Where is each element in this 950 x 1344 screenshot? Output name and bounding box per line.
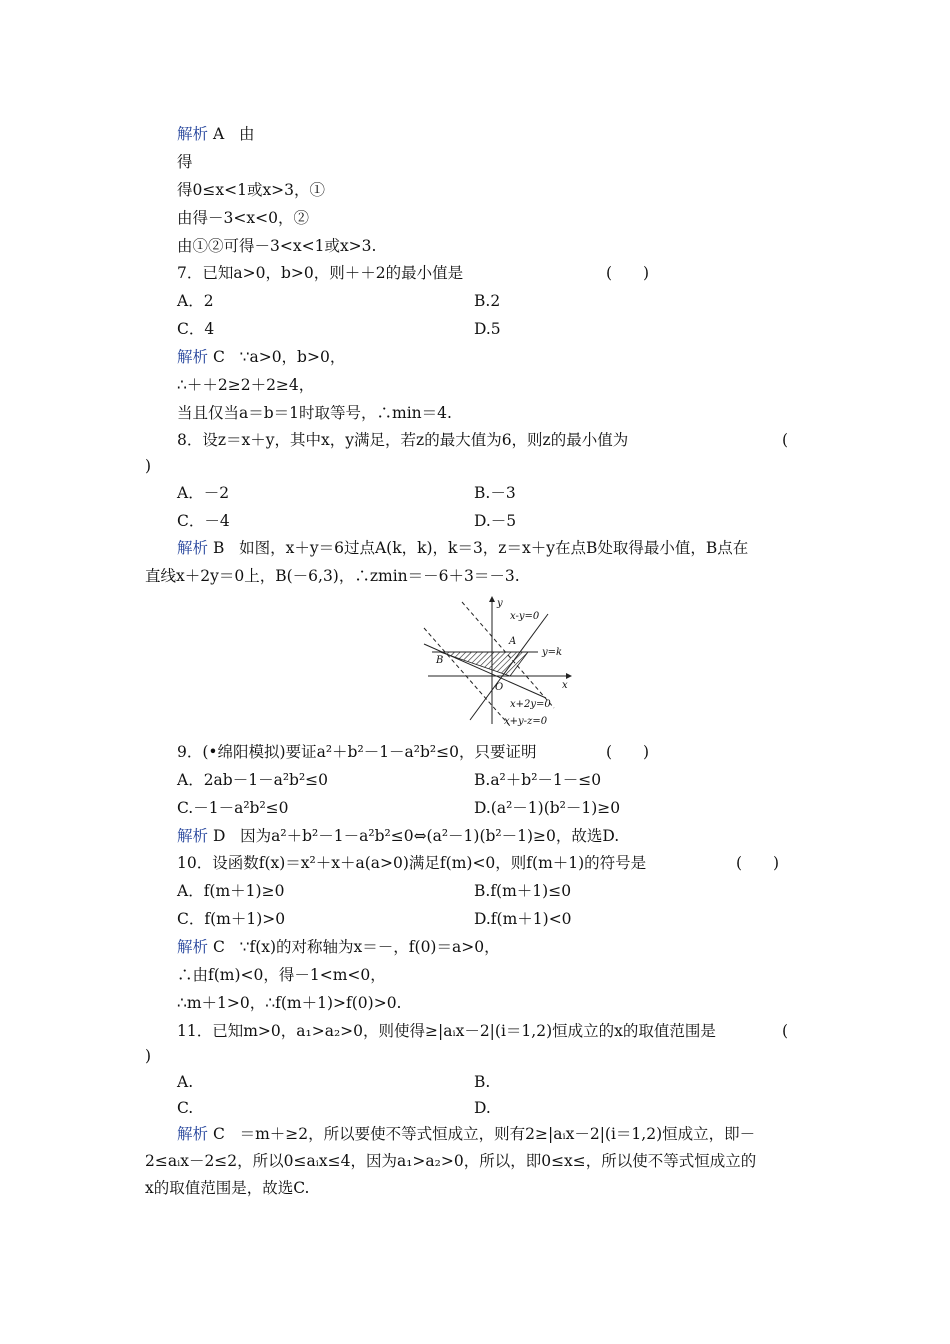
q11-solution <box>177 1124 755 1144</box>
q11-solution-line: 2≤aᵢx－2≤2，所以0≤aᵢx≤4，因为a₁>a₂>0，所以，即0≤x≤，所以使不等式恒成立的 <box>145 1152 757 1170</box>
q9-option-b: B.a²＋b²－1－≤0 <box>474 771 602 789</box>
line-through-b-dashed <box>424 628 510 726</box>
q7-answer-paren: ( ) <box>606 264 650 282</box>
q7-solution-text: ∵a>0，b>0， <box>239 348 346 366</box>
sol6-header <box>177 124 254 144</box>
jiexi-label: 解析 <box>177 827 209 845</box>
q7-option-d: D.5 <box>474 320 501 338</box>
q10-option-a: A．f(m＋1)≥0 <box>177 882 285 900</box>
q8-solution-text: 如图，x＋y＝6过点A(k，k)，k＝3，z＝x＋y在点B处取得最小值，B点在 <box>239 539 749 557</box>
q9-stem: 9．(•绵阳模拟)要证a²＋b²－1－a²b²≤0，只要证明 <box>177 743 537 761</box>
q11-solution-line: x的取值范围是，故选C. <box>145 1179 310 1197</box>
q10-stem: 10．设函数f(x)＝x²＋x＋a(a>0)满足f(m)<0，则f(m＋1)的符号是 <box>177 854 647 872</box>
jiexi-label: 解析 <box>177 938 209 956</box>
q7-option-c: C．4 <box>177 320 215 338</box>
q7-option-b: B.2 <box>474 292 501 310</box>
jiexi-label: 解析 <box>177 1125 209 1143</box>
label-a: A <box>509 636 517 647</box>
x-axis-arrow-icon <box>566 673 572 679</box>
q11-option-d: D. <box>474 1099 491 1117</box>
y-axis-arrow-icon <box>489 596 495 602</box>
label-o: O <box>495 682 504 693</box>
jiexi-label: 解析 <box>177 348 209 366</box>
q8-option-a: A．－2 <box>177 484 230 502</box>
q9-option-d: D.(a²－1)(b²－1)≥0 <box>474 799 621 817</box>
q8-option-d: D.－5 <box>474 512 517 530</box>
q11-stem: 11．已知m>0，a₁>a₂>0，则使得≥|aᵢx－2|(i＝1,2)恒成立的x的取值范围是 <box>177 1022 716 1040</box>
q11-paren-open: ( <box>782 1022 789 1040</box>
q8-solution <box>177 538 748 558</box>
sol6-answer: A <box>212 125 225 143</box>
linear-programming-figure <box>418 592 573 732</box>
q9-option-a: A．2ab－1－a²b²≤0 <box>177 771 329 789</box>
q11-option-b: B. <box>474 1073 491 1091</box>
sol6-line: 由得－3<x<0，② <box>177 209 309 227</box>
label-x-plus-y-minus-z: x+y-z=0 <box>504 716 548 727</box>
jiexi-label: 解析 <box>177 125 209 143</box>
q7-option-a: A．2 <box>177 292 214 310</box>
q8-paren-close: ) <box>145 457 152 475</box>
sol6-line: 得0≤x<1或x>3，① <box>177 181 326 199</box>
q9-solution <box>177 826 619 846</box>
q7-solution-line: ∴＋＋2≥2＋2≥4， <box>177 376 315 394</box>
q10-answer-paren: ( ) <box>736 854 780 872</box>
q8-option-b: B.－3 <box>474 484 516 502</box>
q11-answer: C <box>212 1125 225 1143</box>
q9-option-c: C.－1－a²b²≤0 <box>177 799 289 817</box>
label-y-equals-k: y=k <box>542 647 563 658</box>
q8-paren-open: ( <box>782 431 789 449</box>
sol6-text: 由 <box>238 125 255 143</box>
q8-answer: B <box>212 539 225 557</box>
q7-solution-line: 当且仅当a＝b＝1时取等号，∴min＝4. <box>177 404 452 422</box>
q10-answer: C <box>212 938 225 956</box>
label-y: y <box>497 598 503 609</box>
jiexi-label: 解析 <box>177 539 209 557</box>
q8-stem: 8．设z＝x＋y，其中x，y满足，若z的最大值为6，则z的最小值为 <box>177 431 629 449</box>
q10-option-c: C．f(m＋1)>0 <box>177 910 286 928</box>
q7-solution <box>177 347 345 367</box>
q10-option-b: B.f(m＋1)≤0 <box>474 882 572 900</box>
sol6-line: 得 <box>177 153 193 171</box>
q10-solution-text: ∵f(x)的对称轴为x＝－，f(0)＝a>0， <box>239 938 500 956</box>
q9-answer: D <box>212 827 226 845</box>
q9-solution-text: 因为a²＋b²－1－a²b²≤0⇔(a²－1)(b²－1)≥0，故选D. <box>240 827 620 845</box>
q8-option-c: C．－4 <box>177 512 230 530</box>
q11-paren-close: ) <box>145 1047 152 1065</box>
label-x-minus-y: x-y=0 <box>510 611 540 622</box>
label-x: x <box>562 680 568 691</box>
feasible-region <box>440 652 528 676</box>
label-x-plus-2y: x+2y=0 <box>510 699 551 710</box>
q10-solution <box>177 937 500 957</box>
q11-solution-text: ＝m＋≥2，所以要使不等式恒成立，则有2≥|aᵢx－2|(i＝1,2)恒成立，即－ <box>239 1125 756 1143</box>
q8-solution-line: 直线x＋2y＝0上，B(－6,3)，∴zmin＝－6＋3＝－3. <box>145 567 520 585</box>
q10-solution-line: ∴m＋1>0，∴f(m＋1)>f(0)>0. <box>177 994 402 1012</box>
q9-answer-paren: ( ) <box>606 743 650 761</box>
q11-option-a: A. <box>177 1073 194 1091</box>
q10-solution-line: ∴由f(m)<0，得－1<m<0， <box>177 966 386 984</box>
q7-answer: C <box>212 348 225 366</box>
q10-option-d: D.f(m＋1)<0 <box>474 910 572 928</box>
q11-option-c: C. <box>177 1099 194 1117</box>
label-b: B <box>436 655 444 666</box>
sol6-line: 由①②可得－3<x<1或x>3. <box>177 237 377 255</box>
q7-stem: 7．已知a>0，b>0，则＋＋2的最小值是 <box>177 264 464 282</box>
